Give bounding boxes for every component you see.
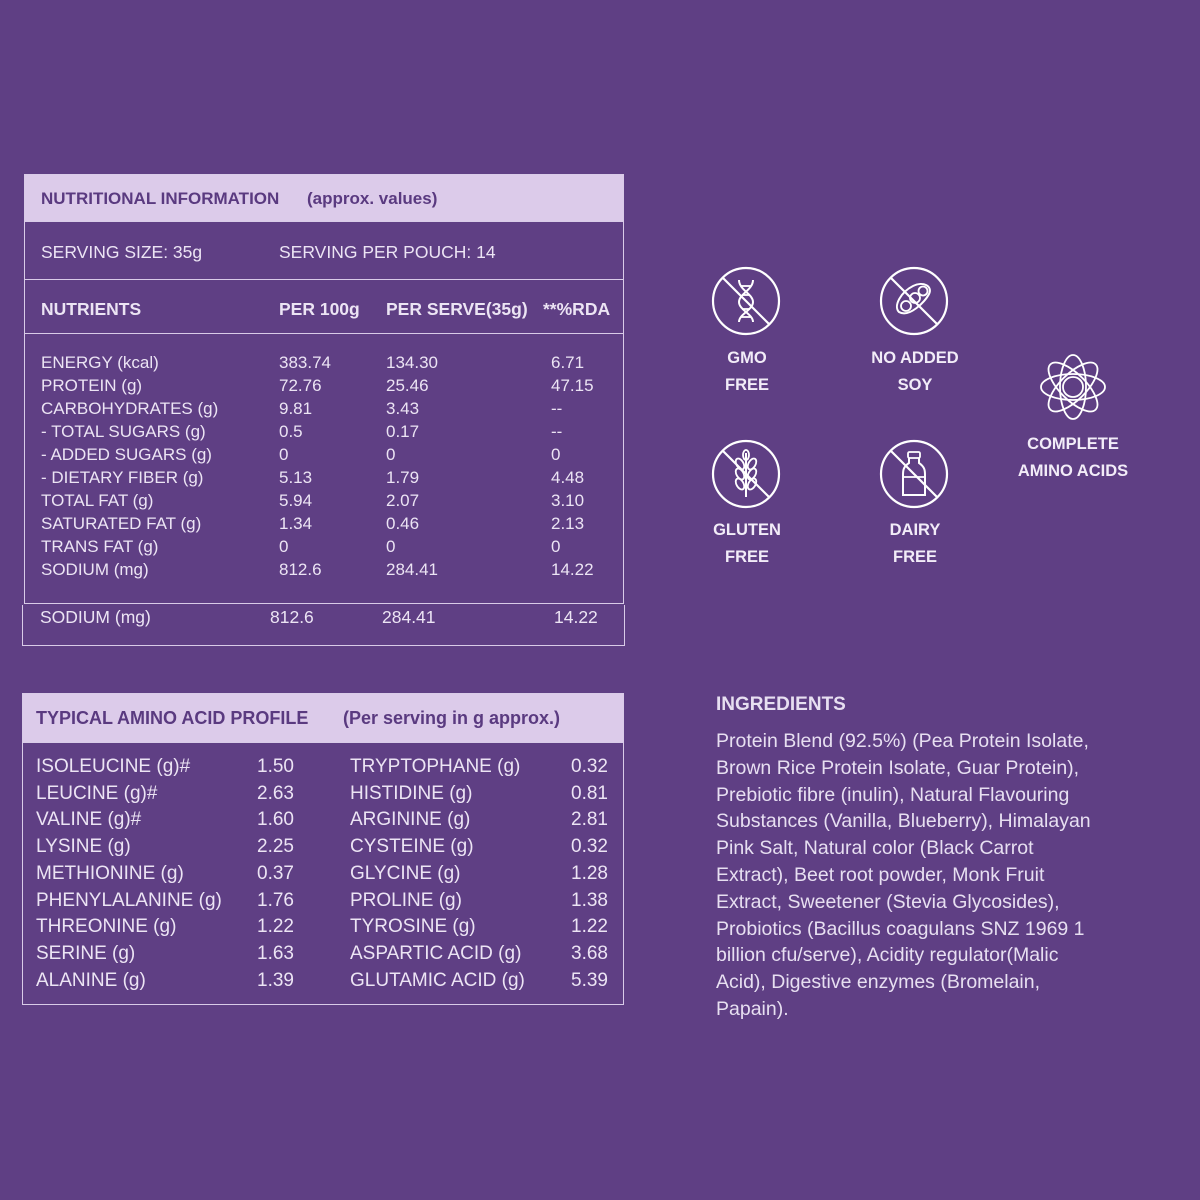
amino-name: PHENYLALANINE (g) xyxy=(36,889,222,911)
amino-name: VALINE (g)# xyxy=(36,809,142,831)
column-header-nutrients: NUTRIENTS xyxy=(41,299,142,319)
rda-value: -- xyxy=(551,422,563,441)
ingredients-line: Probiotics (Bacillus coagulans SNZ 1969 1 xyxy=(716,917,1085,940)
per-serve-value: 0 xyxy=(386,445,396,464)
amino-name: GLYCINE (g) xyxy=(350,862,461,884)
per-serve-value: 2.07 xyxy=(386,491,420,510)
amino-value: 1.39 xyxy=(257,969,294,991)
divider xyxy=(25,333,623,334)
divider xyxy=(25,279,623,280)
per-100g-value: 5.13 xyxy=(279,468,313,487)
amino-table-header xyxy=(23,694,623,742)
divider xyxy=(25,221,623,222)
divider xyxy=(624,605,625,645)
divider xyxy=(23,742,623,743)
badge-soy-line1: NO ADDED xyxy=(871,349,959,367)
amino-value: 1.38 xyxy=(571,889,608,911)
amino-value: 1.22 xyxy=(257,916,294,938)
ingredients-line: Substances (Vanilla, Blueberry), Himalayan xyxy=(716,810,1091,833)
rda-value: 4.48 xyxy=(551,468,585,487)
amino-value: 0.32 xyxy=(571,836,608,858)
nutrition-table-header xyxy=(25,175,623,221)
per-serve-value: 25.46 xyxy=(386,376,429,395)
amino-name: LYSINE (g) xyxy=(36,836,131,858)
rda-value: 0 xyxy=(551,537,561,556)
per-100g-value: 0 xyxy=(279,537,289,556)
per-serve-value: 0.17 xyxy=(386,422,420,441)
amino-subtitle: (Per serving in g approx.) xyxy=(343,708,561,728)
per-serve-value: 3.43 xyxy=(386,399,420,418)
nutrient-name: SATURATED FAT (g) xyxy=(41,514,202,533)
per-100g-value: 383.74 xyxy=(279,353,331,372)
per-serve-value: 1.79 xyxy=(386,468,420,487)
nutrient-name: PROTEIN (g) xyxy=(41,376,143,395)
amino-name: ASPARTIC ACID (g) xyxy=(350,942,522,964)
amino-value: 2.81 xyxy=(571,809,608,831)
amino-name: TYROSINE (g) xyxy=(350,916,476,938)
badge-gluten-line2: FREE xyxy=(724,548,769,566)
overflow-per-100g: 812.6 xyxy=(270,607,314,627)
rda-value: 3.10 xyxy=(551,491,585,510)
amino-value: 5.39 xyxy=(571,969,608,991)
column-header-per-100g: PER 100g xyxy=(279,299,360,319)
nutrient-name: - TOTAL SUGARS (g) xyxy=(41,422,206,441)
amino-name: GLUTAMIC ACID (g) xyxy=(350,969,525,991)
per-serve-value: 284.41 xyxy=(386,560,438,579)
amino-name: CYSTEINE (g) xyxy=(350,836,474,858)
nutrition-subtitle: (approx. values) xyxy=(307,189,438,208)
per-serve-value: 0.46 xyxy=(386,514,420,533)
divider xyxy=(22,645,625,646)
amino-name: ARGININE (g) xyxy=(350,809,471,831)
atom-rings-icon xyxy=(1038,352,1108,422)
ingredients-line: Papain). xyxy=(716,997,789,1020)
ingredients-line: billion cfu/serve), Acidity regulator(Malic xyxy=(716,944,1059,967)
ingredients-line: Prebiotic fibre (inulin), Natural Flavouring xyxy=(716,783,1070,806)
nutrition-overflow-row xyxy=(22,605,625,646)
ingredients-line: Protein Blend (92.5%) (Pea Protein Isolate, xyxy=(716,730,1089,752)
amino-value: 3.68 xyxy=(571,942,608,964)
rda-value: 2.13 xyxy=(551,514,585,533)
per-100g-value: 812.6 xyxy=(279,560,322,579)
badge-gmo-line2: FREE xyxy=(724,376,769,394)
badge-amino-line1: COMPLETE xyxy=(1027,435,1119,453)
amino-name: PROLINE (g) xyxy=(350,889,462,911)
amino-value: 0.37 xyxy=(257,862,294,884)
ingredients-text xyxy=(716,728,1116,1023)
soybean-crossed-icon xyxy=(879,266,949,336)
amino-name: ISOLEUCINE (g)# xyxy=(36,756,191,777)
rda-value: 6.71 xyxy=(551,353,585,372)
rda-value: -- xyxy=(551,399,563,418)
per-100g-value: 72.76 xyxy=(279,376,322,395)
amino-value: 1.28 xyxy=(571,862,608,884)
column-header-rda: **%RDA xyxy=(543,299,611,319)
column-header-per-serve: PER SERVE(35g) xyxy=(386,299,528,319)
badge-dairy-line2: FREE xyxy=(892,548,937,566)
per-100g-value: 0.5 xyxy=(279,422,303,441)
serving-size: SERVING SIZE: 35g xyxy=(41,242,203,262)
badge-amino-line2: AMINO ACIDS xyxy=(1017,462,1129,480)
amino-value: 1.63 xyxy=(257,942,294,964)
per-serve-value: 0 xyxy=(386,537,396,556)
amino-value: 2.63 xyxy=(257,782,294,804)
amino-title: TYPICAL AMINO ACID PROFILE xyxy=(36,708,309,728)
badge-gluten-line1: GLUTEN xyxy=(713,521,781,539)
nutrient-name: - DIETARY FIBER (g) xyxy=(41,468,204,487)
overflow-per-serve: 284.41 xyxy=(382,607,436,627)
ingredients-line: Acid), Digestive enzymes (Bromelain, xyxy=(716,971,1041,994)
badge-gmo-line1: GMO xyxy=(727,349,767,367)
overflow-rda: 14.22 xyxy=(554,607,598,627)
rda-value: 0 xyxy=(551,445,561,464)
badge-soy-line2: SOY xyxy=(897,376,933,394)
per-100g-value: 9.81 xyxy=(279,399,313,418)
amino-value: 0.32 xyxy=(571,756,608,777)
amino-value: 1.60 xyxy=(257,809,294,831)
nutrition-title: NUTRITIONAL INFORMATION xyxy=(41,189,280,208)
nutrient-name: TOTAL FAT (g) xyxy=(41,491,154,510)
amino-value: 2.25 xyxy=(257,836,294,858)
amino-value: 1.22 xyxy=(571,916,608,938)
per-100g-value: 1.34 xyxy=(279,514,313,533)
rda-value: 47.15 xyxy=(551,376,594,395)
nutrient-name: - ADDED SUGARS (g) xyxy=(41,445,212,464)
milk-bottle-crossed-icon xyxy=(879,439,949,509)
amino-name: LEUCINE (g)# xyxy=(36,782,158,804)
per-100g-value: 0 xyxy=(279,445,289,464)
amino-name: ALANINE (g) xyxy=(36,969,146,991)
amino-name: THREONINE (g) xyxy=(36,916,177,938)
amino-value: 1.50 xyxy=(257,756,294,777)
amino-name: METHIONINE (g) xyxy=(36,862,184,884)
amino-name: HISTIDINE (g) xyxy=(350,782,473,804)
nutrient-name: SODIUM (mg) xyxy=(41,560,149,579)
nutrient-name: ENERGY (kcal) xyxy=(41,353,159,372)
amino-value: 1.76 xyxy=(257,889,294,911)
servings-per-pouch: SERVING PER POUCH: 14 xyxy=(279,242,496,262)
nutrient-name: CARBOHYDRATES (g) xyxy=(41,399,219,418)
ingredients-line: Brown Rice Protein Isolate, Guar Protein), xyxy=(716,756,1080,779)
amino-name: TRYPTOPHANE (g) xyxy=(350,756,521,777)
per-100g-value: 5.94 xyxy=(279,491,313,510)
ingredients-title: INGREDIENTS xyxy=(716,694,846,715)
overflow-nutrient: SODIUM (mg) xyxy=(40,607,151,627)
nutrient-name: TRANS FAT (g) xyxy=(41,537,159,556)
badge-dairy-line1: DAIRY xyxy=(889,521,941,539)
amino-name: SERINE (g) xyxy=(36,942,136,964)
ingredients-line: Extract, Sweetener (Stevia Glycosides), xyxy=(716,890,1060,913)
nutrition-table xyxy=(24,174,624,604)
amino-acid-table xyxy=(22,693,624,1005)
ingredients-line: Extract), Beet root powder, Monk Fruit xyxy=(716,863,1045,886)
amino-value: 0.81 xyxy=(571,782,608,804)
ingredients-line: Pink Salt, Natural color (Black Carrot xyxy=(716,837,1034,860)
dna-crossed-icon xyxy=(711,266,781,336)
wheat-crossed-icon xyxy=(711,439,781,509)
per-serve-value: 134.30 xyxy=(386,353,438,372)
rda-value: 14.22 xyxy=(551,560,594,579)
divider xyxy=(22,605,23,645)
